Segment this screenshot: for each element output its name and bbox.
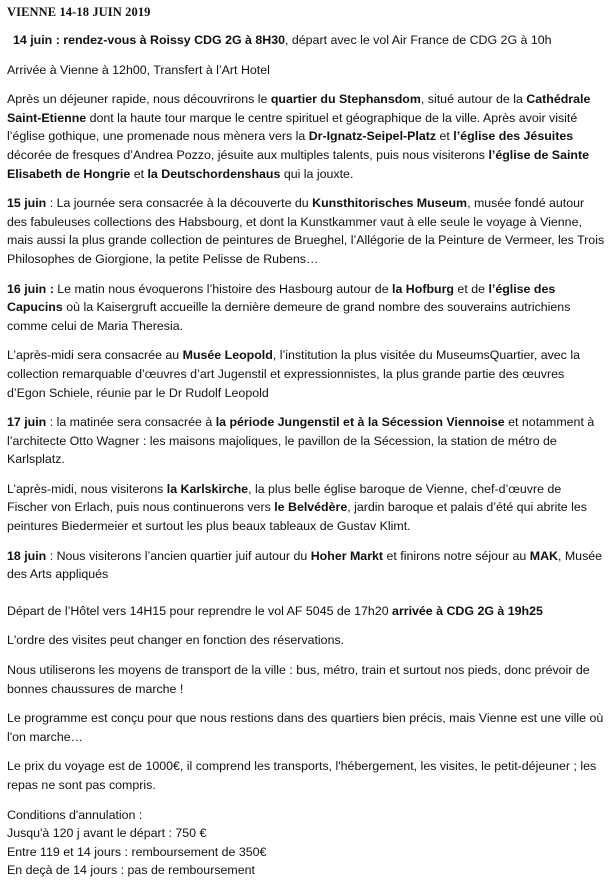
text: : Nous visiterons l’ancien quartier juif autour du (46, 548, 311, 563)
paragraph (7, 90, 605, 183)
text: , jardin baroque et palais d’été qui abrite les peintures Biedermeier et surtout les plus beaux tableaux de Gustav Klimt. (7, 500, 587, 534)
text: et finirons notre séjour au (383, 548, 530, 563)
bold-text: la Karlskirche (166, 481, 249, 496)
paragraph (7, 31, 605, 50)
text: Arrivée à Vienne à 12h00, Transfert à l’Art Hotel (7, 62, 270, 77)
bold-text: Cathédrale Saint-Etienne (7, 92, 591, 125)
bold-text: l’église des Capucins (7, 281, 556, 315)
paragraph (7, 709, 605, 746)
document-title: VIENNE 14-18 JUIN 2019 (7, 5, 151, 19)
bold-text: le Belvédère (274, 500, 348, 515)
bold-text: MAK (529, 548, 558, 563)
bold-text: arrivée à CDG 2G à 19h25 (392, 603, 543, 618)
text: décorée de fresques d’Andrea Pozzo, jésuite aux multiples talents, puis nous visiterons (7, 147, 489, 162)
bold-text: 14 juin : rendez-vous à Roissy CDG 2G à 8H30 (13, 33, 285, 47)
text: , Musée des Arts appliqués (7, 548, 603, 582)
paragraph (7, 661, 605, 698)
text: Le prix du voyage est de 1000€, il comprend les transports, l'hébergement, les visites, le petit-déjeuner ; les repas ne sont pas compris. (7, 759, 597, 792)
text: , départ avec le vol Air France de CDG 2G à 10h (285, 33, 552, 47)
paragraph (7, 806, 605, 825)
paragraph (7, 547, 605, 584)
text: , situé autour de la (420, 92, 527, 107)
text: , musée fondé autour des fabuleuses collections des Habsbourg, et dont la Kunstkammer vaut à elle seule le voyage à Vienne, mais aussi la plus grande collection de peintures de Brueghel, l’Allégorie de la Peinture de Vermeer, les Trois Philosophes de Giorgione, la petite Pelisse de Rubens… (7, 196, 605, 266)
text: En deçà de 14 jours : pas de remboursement (7, 863, 255, 878)
paragraph (7, 631, 605, 650)
bold-text: la période Jungenstil et à la Sécession Viennoise (215, 415, 505, 430)
bold-text: Hoher Markt (310, 548, 384, 563)
text: Entre 119 et 14 jours : remboursement de 350€ (7, 844, 267, 859)
text: et (436, 129, 454, 144)
text: , la plus belle église baroque de Vienne, chef-d’œuvre de Fischer von Erlach, puis nous continuerons vers (7, 481, 562, 515)
text: et (130, 166, 148, 181)
bold-text: quartier du Stephansdom (270, 92, 421, 107)
paragraph (7, 413, 605, 469)
bold-text: la Hofburg (392, 281, 454, 296)
text: et notamment à l’architecte Otto Wagner : les maisons majoliques, le pavillon de la Sécession, la station de métro de Karlsplatz. (7, 415, 595, 467)
text: Conditions d'annulation : (7, 807, 143, 822)
paragraph (7, 824, 605, 843)
text: qui la jouxte. (280, 166, 354, 181)
text: dont la haute tour marque le centre spirituel et géographique de la ville. Après avoir visité l’église gothique, une promenade nous mènera vers la (7, 110, 578, 144)
text: Après un déjeuner rapide, nous découvrirons le (7, 92, 271, 107)
text: Le programme est conçu pour que nous restions dans des quartiers bien précis, mais Vienne est une ville où l'on marche… (7, 711, 604, 744)
text: où la Kaisergruft accueille la dernière demeure de grand nombre des souverains autrichiens comme celui de Maria Theresia. (7, 300, 571, 333)
text: L’après-midi, nous visiterons (7, 481, 167, 496)
bold-text: Dr-Ignatz-Seipel-Platz (308, 129, 437, 144)
bold-text: l’église des Jésuites (453, 129, 574, 144)
text: : La journée sera consacrée à la découverte du (46, 196, 313, 211)
text: L’après-midi sera consacrée au (7, 348, 183, 363)
paragraph (7, 757, 605, 794)
paragraph (7, 843, 605, 862)
text: Jusqu'à 120 j avant le départ : 750 € (7, 826, 207, 841)
bold-text: Musée Leopold (182, 348, 273, 363)
bold-text: 18 juin (7, 548, 47, 563)
text: Départ de l’Hôtel vers 14H15 pour reprendre le vol AF 5045 de 17h20 (7, 603, 393, 618)
paragraph (7, 280, 605, 336)
text: , l’institution la plus visitée du MuseumsQuartier, avec la collection remarquable d’œuvres d’art Jugenstil et expressionnistes, la plus grande partie des œuvres d’Egon Schiele, réunie par le Dr Rudolf Leopold (7, 348, 580, 400)
paragraph (7, 480, 605, 536)
paragraph (7, 61, 605, 80)
bold-text: l’église de Sainte Elisabeth de Hongrie (7, 147, 589, 181)
bold-text: 16 juin : (7, 281, 54, 296)
bold-text: la Deutschordenshaus (147, 166, 281, 181)
paragraph (7, 346, 605, 402)
paragraph (7, 602, 605, 621)
document-body (7, 31, 605, 880)
bold-text: 17 juin (7, 415, 47, 430)
paragraph (7, 861, 605, 880)
text: Le matin nous évoquerons l’histoire des Hasbourg autour de (53, 281, 393, 296)
bold-text: Kunsthitorisches Museum (312, 196, 468, 211)
text: : la matinée sera consacrée à (46, 415, 216, 430)
paragraph (7, 194, 605, 268)
text: Nous utiliserons les moyens de transport de la ville : bus, métro, train et surtout nos pieds, donc prévoir de bonnes chaussures de marche ! (7, 663, 590, 696)
text: L'ordre des visites peut changer en fonction des réservations. (7, 633, 345, 648)
text: et de (453, 281, 489, 296)
bold-text: 15 juin (7, 196, 47, 211)
